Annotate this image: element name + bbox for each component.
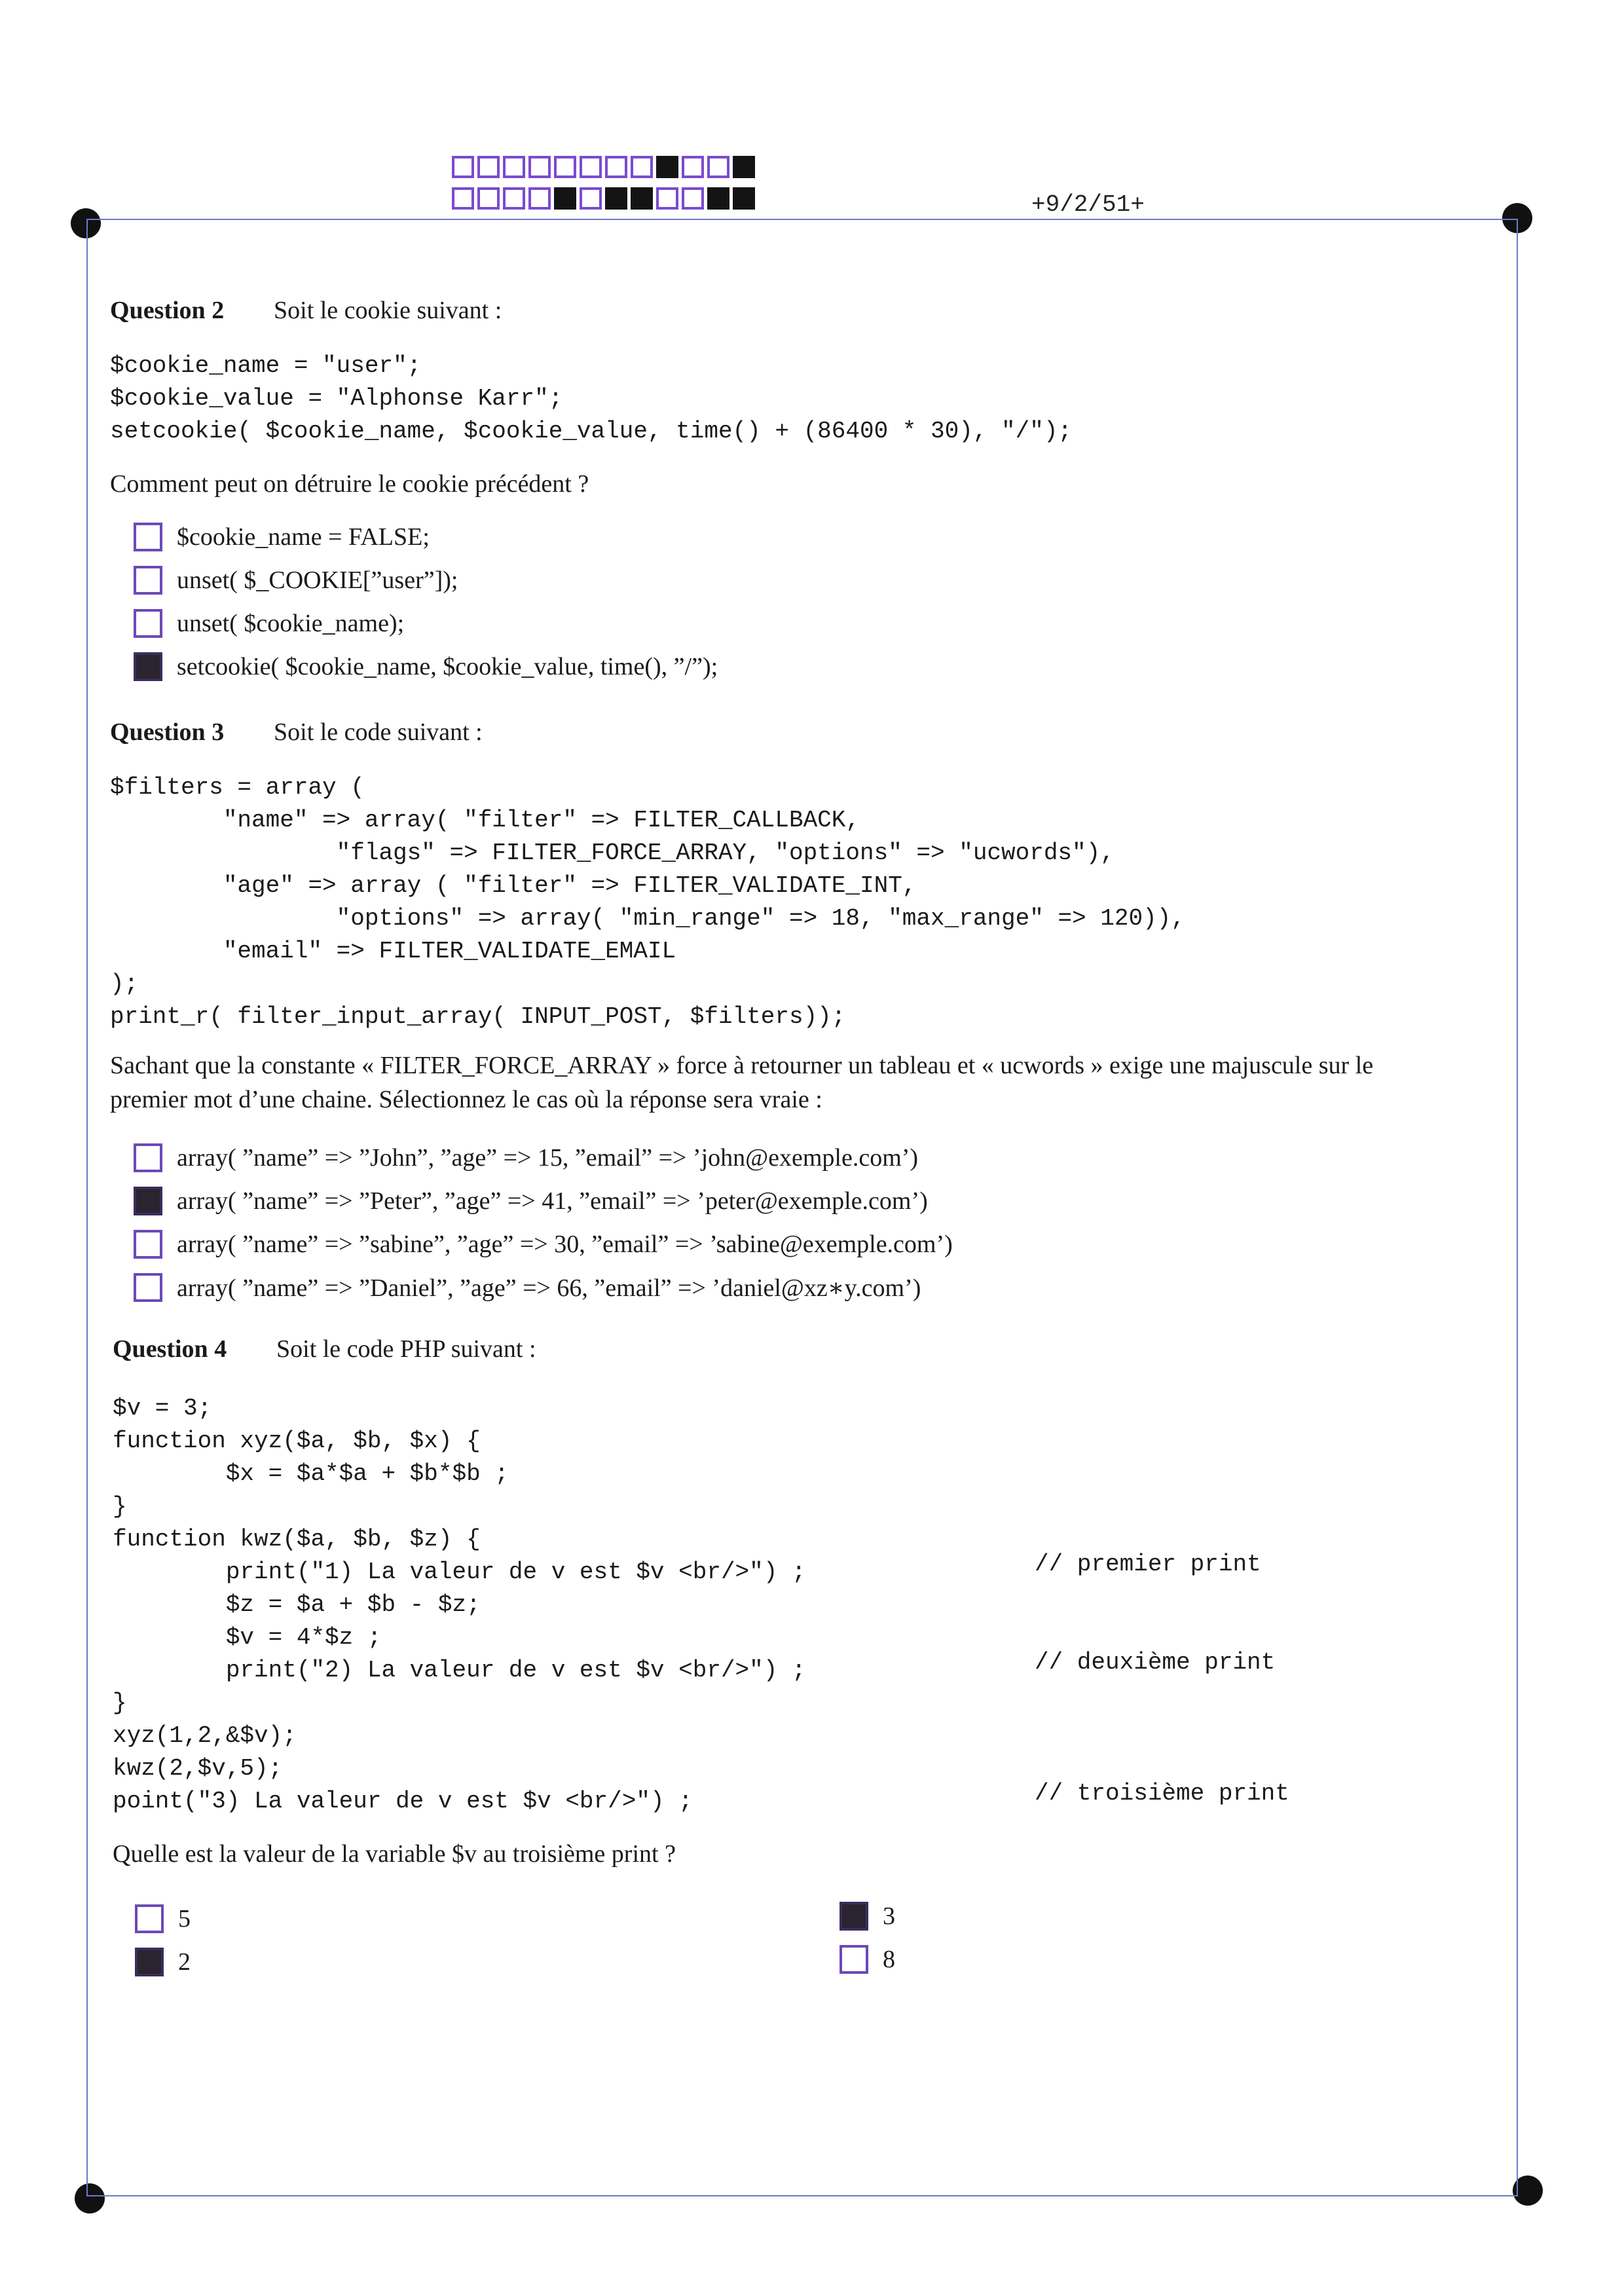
checkbox[interactable] <box>135 1904 164 1933</box>
q2-option-4[interactable] <box>134 648 718 685</box>
q4-option-2[interactable] <box>840 1898 895 1935</box>
barcode-row-1 <box>452 156 758 178</box>
question-intro: Soit le code suivant : <box>274 718 483 746</box>
option-text: 2 <box>178 1948 191 1976</box>
barcode-cell <box>733 187 755 210</box>
q4-option-3[interactable] <box>135 1944 191 1980</box>
checkbox[interactable] <box>134 1187 162 1215</box>
barcode-cell <box>631 187 653 210</box>
barcode-row-2 <box>452 187 758 210</box>
q3-option-3[interactable] <box>134 1226 953 1263</box>
question-3-code: $filters = array ( "name" => array( "filter" => FILTER_CALLBACK, "flags" => FILTER_FORCE_ARRAY, "options" => "ucwords"), "age" => array ( "filter" => FILTER_VALIDATE_INT, "options" => array( "min_range" => 18, "max_range" => 120)), "email" => FILTER_VALIDATE_EMAIL ); print_r( filter_input_array( INPUT_POST, $filters)); <box>110 774 1185 1030</box>
checkbox[interactable] <box>134 652 162 681</box>
question-label: Question 3 <box>110 718 225 746</box>
q2-option-1[interactable] <box>134 519 430 555</box>
question-3-header <box>110 718 483 747</box>
q4-option-4[interactable] <box>840 1941 895 1978</box>
option-text: 8 <box>883 1946 895 1973</box>
option-text: unset( $_COOKIE[”user”]); <box>177 566 458 594</box>
question-3-prompt-line-2: premier mot d’une chaine. Sélectionnez le cas où la réponse sera vraie : <box>110 1086 822 1113</box>
checkbox[interactable] <box>840 1902 868 1931</box>
code-comment-2: // deuxième print <box>1035 1649 1276 1676</box>
barcode-cell <box>554 156 576 178</box>
option-text: setcookie( $cookie_name, $cookie_value, time(), ”/”); <box>177 653 718 680</box>
option-text: 5 <box>178 1905 191 1933</box>
option-text: array( ”name” => ”John”, ”age” => 15, ”email” => ’john@exemple.com’) <box>177 1144 919 1172</box>
barcode-cell <box>682 187 704 210</box>
q3-option-2[interactable] <box>134 1183 928 1219</box>
question-intro: Soit le code PHP suivant : <box>276 1335 536 1363</box>
barcode-cell <box>707 156 729 178</box>
checkbox[interactable] <box>134 1143 162 1172</box>
barcode-cell <box>580 187 602 210</box>
barcode-cell <box>503 187 525 210</box>
option-text: $cookie_name = FALSE; <box>177 523 430 551</box>
question-2-code: $cookie_name = "user"; $cookie_value = "Alphonse Karr"; setcookie( $cookie_name, $cookie_value, time() + (86400 * 30), "/"); <box>110 352 1073 445</box>
question-label: Question 4 <box>113 1335 227 1363</box>
checkbox[interactable] <box>134 523 162 551</box>
barcode-cell <box>707 187 729 210</box>
barcode-cell <box>733 156 755 178</box>
question-label: Question 2 <box>110 297 225 324</box>
checkbox[interactable] <box>840 1945 868 1974</box>
option-text: array( ”name” => ”sabine”, ”age” => 30, ”email” => ’sabine@exemple.com’) <box>177 1231 953 1258</box>
barcode-cell <box>477 156 500 178</box>
checkbox[interactable] <box>134 1230 162 1259</box>
option-text: array( ”name” => ”Peter”, ”age” => 41, ”email” => ’peter@exemple.com’) <box>177 1187 928 1215</box>
q3-option-4[interactable] <box>134 1269 921 1306</box>
barcode-cell <box>452 156 474 178</box>
question-4-header <box>113 1335 536 1363</box>
checkbox[interactable] <box>134 609 162 638</box>
checkbox[interactable] <box>134 1273 162 1302</box>
page-id: +9/2/51+ <box>1031 191 1145 218</box>
barcode-cell <box>656 187 678 210</box>
barcode-cell <box>682 156 704 178</box>
option-text: 3 <box>883 1902 895 1930</box>
barcode-cell <box>452 187 474 210</box>
barcode-cell <box>477 187 500 210</box>
checkbox[interactable] <box>135 1948 164 1976</box>
code-comment-1: // premier print <box>1035 1551 1261 1578</box>
barcode-cell <box>503 156 525 178</box>
q2-option-2[interactable] <box>134 562 458 599</box>
barcode-cell <box>554 187 576 210</box>
question-intro: Soit le cookie suivant : <box>274 297 502 324</box>
barcode-cell <box>580 156 602 178</box>
question-3-prompt-line-1: Sachant que la constante « FILTER_FORCE_ARRAY » force à retourner un tableau et « ucwords » exige une majuscule sur le <box>110 1052 1374 1079</box>
question-4-prompt: Quelle est la valeur de la variable $v au troisième print ? <box>113 1840 676 1868</box>
barcode-cell <box>631 156 653 178</box>
code-comment-3: // troisième print <box>1035 1780 1289 1807</box>
q2-option-3[interactable] <box>134 605 404 642</box>
barcode-cell <box>656 156 678 178</box>
option-text: array( ”name” => ”Daniel”, ”age” => 66, ”email” => ’daniel@xz∗y.com’) <box>177 1274 921 1302</box>
barcode-cell <box>528 187 551 210</box>
checkbox[interactable] <box>134 566 162 595</box>
barcode-cell <box>605 156 627 178</box>
q4-option-1[interactable] <box>135 1900 191 1937</box>
question-2-header <box>110 296 502 325</box>
q3-option-1[interactable] <box>134 1139 918 1176</box>
barcode-cell <box>528 156 551 178</box>
option-text: unset( $cookie_name); <box>177 610 405 637</box>
question-2-prompt: Comment peut on détruire le cookie précédent ? <box>110 470 589 498</box>
question-4-code: $v = 3; function xyz($a, $b, $x) { $x = $a*$a + $b*$b ; } function kwz($a, $b, $z) { print("1) La valeur de v est $v <br/>") ; $z = $a + $b - $z; $v = 4*$z ; print("2) La valeur de v est $v <br/>") ; } xyz(1,2,&$v); kwz(2,$v,5); point("3) La valeur de v est $v <br/>") ; <box>113 1395 806 1815</box>
barcode-cell <box>605 187 627 210</box>
